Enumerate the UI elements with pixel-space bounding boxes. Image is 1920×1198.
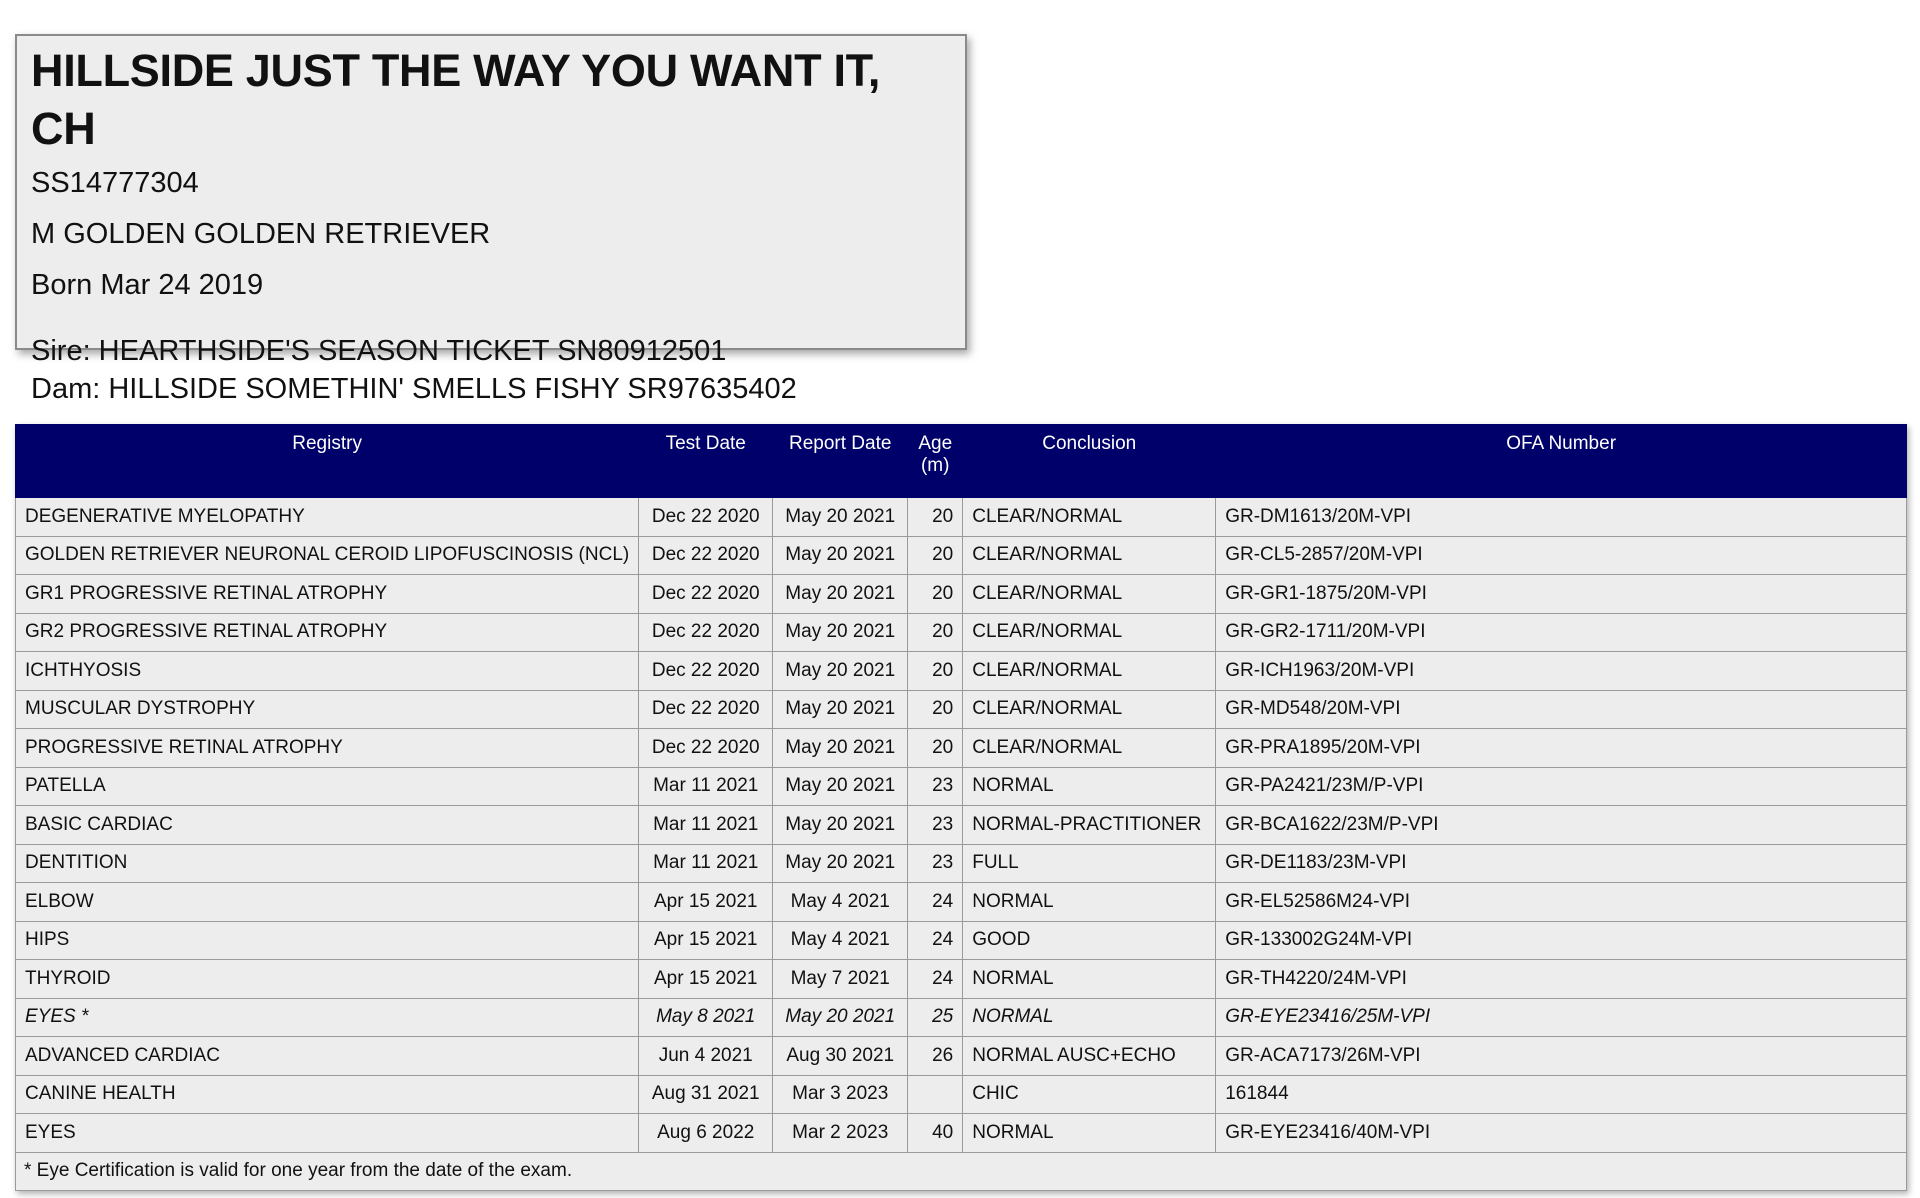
cell-conclusion: CLEAR/NORMAL: [963, 729, 1216, 768]
sex-breed: M GOLDEN GOLDEN RETRIEVER: [31, 218, 491, 250]
cell-registry: EYES: [16, 1114, 639, 1153]
cell-age: 20: [908, 575, 963, 614]
cell-report-date: May 20 2021: [773, 806, 908, 845]
cell-ofa-number: 161844: [1216, 1075, 1907, 1114]
table-row: [16, 1037, 1907, 1076]
header-report-date: Report Date: [773, 425, 908, 498]
cell-test-date: Apr 15 2021: [639, 921, 773, 960]
cell-conclusion: NORMAL: [963, 767, 1216, 806]
cell-registry: BASIC CARDIAC: [16, 806, 639, 845]
cell-report-date: May 7 2021: [773, 960, 908, 999]
table-row: [16, 613, 1907, 652]
cell-report-date: May 20 2021: [773, 652, 908, 691]
cell-conclusion: CLEAR/NORMAL: [963, 498, 1216, 537]
header-age-unit: (m): [920, 455, 950, 476]
cell-ofa-number: GR-CL5-2857/20M-VPI: [1216, 536, 1907, 575]
sire: Sire: HEARTHSIDE'S SEASON TICKET SN80912501: [31, 335, 727, 367]
table-row: [16, 729, 1907, 768]
cell-ofa-number: GR-PA2421/23M/P-VPI: [1216, 767, 1907, 806]
table-row: [16, 690, 1907, 729]
table-row: [16, 883, 1907, 922]
cell-test-date: May 8 2021: [639, 998, 773, 1037]
cell-registry: GOLDEN RETRIEVER NEURONAL CEROID LIPOFUSCINOSIS (NCL): [16, 536, 639, 575]
health-results-table: [15, 424, 1907, 1191]
cell-report-date: May 20 2021: [773, 613, 908, 652]
cell-test-date: Dec 22 2020: [639, 652, 773, 691]
cell-report-date: May 20 2021: [773, 575, 908, 614]
cell-ofa-number: GR-BCA1622/23M/P-VPI: [1216, 806, 1907, 845]
table-row: [16, 998, 1907, 1037]
cell-report-date: May 20 2021: [773, 690, 908, 729]
cell-ofa-number: GR-DE1183/23M-VPI: [1216, 844, 1907, 883]
cell-age: 24: [908, 960, 963, 999]
cell-conclusion: NORMAL: [963, 1114, 1216, 1153]
cell-report-date: May 20 2021: [773, 844, 908, 883]
header-ofa-number: OFA Number: [1216, 425, 1907, 498]
cell-report-date: May 20 2021: [773, 729, 908, 768]
dog-info-card: [15, 34, 967, 405]
cell-conclusion: NORMAL: [963, 960, 1216, 999]
cell-ofa-number: GR-MD548/20M-VPI: [1216, 690, 1907, 729]
cell-age: 20: [908, 729, 963, 768]
cell-ofa-number: GR-PRA1895/20M-VPI: [1216, 729, 1907, 768]
cell-test-date: Dec 22 2020: [639, 729, 773, 768]
table-row: [16, 536, 1907, 575]
cell-test-date: Dec 22 2020: [639, 498, 773, 537]
cell-report-date: May 20 2021: [773, 998, 908, 1037]
cell-registry: ELBOW: [16, 883, 639, 922]
cell-ofa-number: GR-GR1-1875/20M-VPI: [1216, 575, 1907, 614]
cell-conclusion: GOOD: [963, 921, 1216, 960]
table-row: [16, 1114, 1907, 1153]
cell-registry: CANINE HEALTH: [16, 1075, 639, 1114]
table-row: [16, 806, 1907, 845]
cell-age: [908, 1075, 963, 1114]
cell-report-date: Aug 30 2021: [773, 1037, 908, 1076]
cell-report-date: May 4 2021: [773, 921, 908, 960]
cell-age: 20: [908, 498, 963, 537]
cell-conclusion: CHIC: [963, 1075, 1216, 1114]
cell-age: 24: [908, 883, 963, 922]
cell-age: 20: [908, 652, 963, 691]
dog-name: HILLSIDE JUST THE WAY YOU WANT IT, CH: [31, 45, 881, 154]
cell-age: 23: [908, 767, 963, 806]
cell-test-date: Apr 15 2021: [639, 883, 773, 922]
cell-registry: MUSCULAR DYSTROPHY: [16, 690, 639, 729]
cell-registry: DEGENERATIVE MYELOPATHY: [16, 498, 639, 537]
cell-registry: ADVANCED CARDIAC: [16, 1037, 639, 1076]
cell-ofa-number: GR-133002G24M-VPI: [1216, 921, 1907, 960]
footnote-row: [16, 1152, 1907, 1191]
registration-number: SS14777304: [31, 167, 199, 199]
header-test-date: Test Date: [639, 425, 773, 498]
table-row: [16, 844, 1907, 883]
table-row: [16, 652, 1907, 691]
table-row: [16, 960, 1907, 999]
cell-conclusion: CLEAR/NORMAL: [963, 536, 1216, 575]
header-conclusion: Conclusion: [963, 425, 1216, 498]
cell-test-date: Apr 15 2021: [639, 960, 773, 999]
cell-ofa-number: GR-EYE23416/40M-VPI: [1216, 1114, 1907, 1153]
cell-report-date: May 4 2021: [773, 883, 908, 922]
cell-age: 23: [908, 844, 963, 883]
cell-registry: THYROID: [16, 960, 639, 999]
cell-age: 23: [908, 806, 963, 845]
table-body: [16, 498, 1907, 1153]
cell-age: 40: [908, 1114, 963, 1153]
cell-test-date: Dec 22 2020: [639, 690, 773, 729]
cell-age: 24: [908, 921, 963, 960]
cell-age: 20: [908, 690, 963, 729]
table-row: [16, 575, 1907, 614]
cell-test-date: Aug 31 2021: [639, 1075, 773, 1114]
cell-test-date: Dec 22 2020: [639, 575, 773, 614]
table-row: [16, 921, 1907, 960]
cell-report-date: May 20 2021: [773, 498, 908, 537]
cell-ofa-number: GR-GR2-1711/20M-VPI: [1216, 613, 1907, 652]
cell-test-date: Mar 11 2021: [639, 767, 773, 806]
cell-report-date: May 20 2021: [773, 536, 908, 575]
cell-ofa-number: GR-TH4220/24M-VPI: [1216, 960, 1907, 999]
cell-conclusion: NORMAL AUSC+ECHO: [963, 1037, 1216, 1076]
cell-ofa-number: GR-ACA7173/26M-VPI: [1216, 1037, 1907, 1076]
cell-conclusion: NORMAL: [963, 998, 1216, 1037]
cell-age: 20: [908, 536, 963, 575]
cell-conclusion: NORMAL-PRACTITIONER: [963, 806, 1216, 845]
cell-ofa-number: GR-ICH1963/20M-VPI: [1216, 652, 1907, 691]
cell-conclusion: CLEAR/NORMAL: [963, 690, 1216, 729]
cell-test-date: Jun 4 2021: [639, 1037, 773, 1076]
cell-registry: EYES *: [16, 998, 639, 1037]
cell-registry: PATELLA: [16, 767, 639, 806]
cell-registry: GR2 PROGRESSIVE RETINAL ATROPHY: [16, 613, 639, 652]
cell-test-date: Aug 6 2022: [639, 1114, 773, 1153]
cell-conclusion: NORMAL: [963, 883, 1216, 922]
cell-test-date: Dec 22 2020: [639, 536, 773, 575]
cell-registry: PROGRESSIVE RETINAL ATROPHY: [16, 729, 639, 768]
cell-registry: HIPS: [16, 921, 639, 960]
cell-age: 26: [908, 1037, 963, 1076]
cell-test-date: Dec 22 2020: [639, 613, 773, 652]
footnote: * Eye Certification is valid for one year from the date of the exam.: [16, 1152, 1907, 1191]
header-registry: Registry: [16, 425, 639, 498]
table-row: [16, 498, 1907, 537]
cell-test-date: Mar 11 2021: [639, 806, 773, 845]
table-header-row: [16, 425, 1907, 498]
header-age-label: Age: [918, 433, 953, 454]
cell-report-date: Mar 2 2023: [773, 1114, 908, 1153]
cell-age: 20: [908, 613, 963, 652]
header-age: [908, 425, 963, 498]
table-row: [16, 767, 1907, 806]
cell-conclusion: FULL: [963, 844, 1216, 883]
cell-ofa-number: GR-EYE23416/25M-VPI: [1216, 998, 1907, 1037]
cell-conclusion: CLEAR/NORMAL: [963, 575, 1216, 614]
cell-ofa-number: GR-EL52586M24-VPI: [1216, 883, 1907, 922]
birth-date: Born Mar 24 2019: [31, 269, 264, 301]
cell-report-date: May 20 2021: [773, 767, 908, 806]
table-row: [16, 1075, 1907, 1114]
cell-test-date: Mar 11 2021: [639, 844, 773, 883]
dam: Dam: HILLSIDE SOMETHIN' SMELLS FISHY SR97635402: [31, 373, 797, 405]
cell-registry: ICHTHYOSIS: [16, 652, 639, 691]
cell-conclusion: CLEAR/NORMAL: [963, 652, 1216, 691]
cell-registry: GR1 PROGRESSIVE RETINAL ATROPHY: [16, 575, 639, 614]
cell-registry: DENTITION: [16, 844, 639, 883]
cell-ofa-number: GR-DM1613/20M-VPI: [1216, 498, 1907, 537]
cell-report-date: Mar 3 2023: [773, 1075, 908, 1114]
cell-age: 25: [908, 998, 963, 1037]
cell-conclusion: CLEAR/NORMAL: [963, 613, 1216, 652]
